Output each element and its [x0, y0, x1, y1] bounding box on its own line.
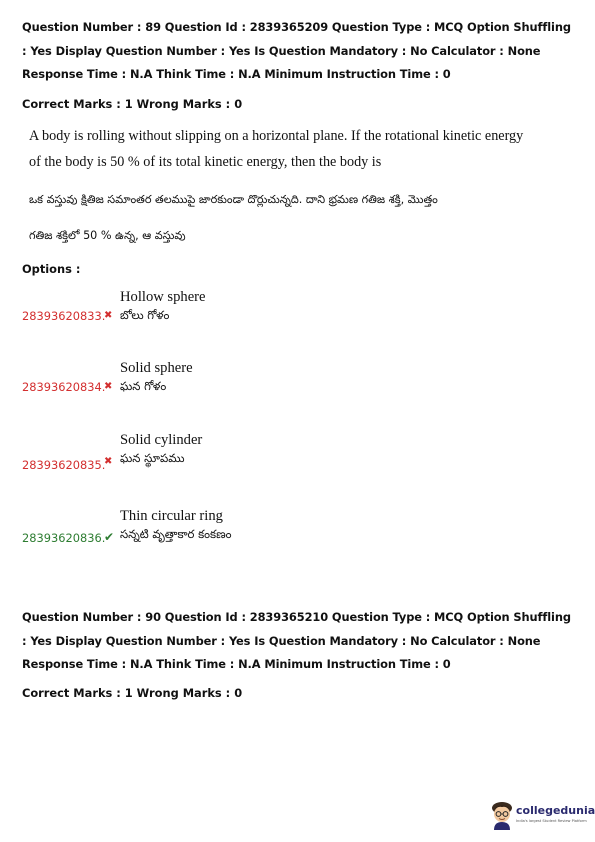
option-text-en: Hollow sphere — [120, 289, 206, 305]
option-id: 28393620834. — [22, 380, 106, 394]
question-89-meta: Question Number : 89 Question Id : 2839365209 Question Type : MCQ Option Shuffling : Yes Display Question Number : Yes Is Question Mandatory : No Calculator : None Response Time : N.A Think Time : N.A Minimum Instruction Time : 0 — [22, 20, 571, 81]
student-avatar-icon — [490, 800, 514, 830]
question-89-marks: Correct Marks : 1 Wrong Marks : 0 — [22, 97, 243, 111]
option-text-te: ఘన స్థూపము — [120, 451, 185, 465]
collegedunia-logo — [490, 800, 595, 832]
option-id: 28393620835. — [22, 458, 106, 472]
option-text-en: Solid sphere — [120, 360, 193, 376]
option-id: 28393620836. — [22, 531, 106, 545]
brand-name: collegedunia — [516, 804, 595, 817]
question-89-text-te-line2: గతిజ శక్తిలో 50 % ఉన్న, ఆ వస్తువు — [29, 229, 186, 242]
cross-icon: ✖ — [104, 456, 113, 467]
question-89-text-en-line2: of the body is 50 % of its total kinetic energy, then the body is — [29, 154, 382, 170]
option-id: 28393620833. — [22, 309, 106, 323]
option-text-en: Solid cylinder — [120, 432, 203, 448]
option-text-te: సన్నటి వృత్తాకార కంకణం — [120, 527, 232, 541]
cross-icon: ✖ — [104, 310, 113, 321]
cross-icon: ✖ — [104, 381, 113, 392]
option-text-te: బోలు గోళం — [120, 308, 170, 322]
options-label: Options : — [22, 262, 81, 276]
question-89-text-en-line1: A body is rolling without slipping on a horizontal plane. If the rotational kinetic energy — [29, 128, 524, 144]
check-icon: ✔ — [104, 530, 115, 544]
option-text-en: Thin circular ring — [120, 508, 223, 524]
brand-tagline: India's largest Student Review Platform — [516, 819, 587, 823]
option-text-te: ఘన గోళం — [120, 379, 167, 393]
question-90-meta: Question Number : 90 Question Id : 2839365210 Question Type : MCQ Option Shuffling : Yes Display Question Number : Yes Is Question Mandatory : No Calculator : None Response Time : N.A Think Time : N.A Minimum Instruction Time : 0 — [22, 610, 571, 671]
question-90-marks: Correct Marks : 1 Wrong Marks : 0 — [22, 686, 243, 700]
question-89-text-te-line1: ఒక వస్తువు క్షితిజ సమాంతర తలముపై జారకుండా దొర్లుచున్నది. దాని భ్రమణ గతిజ శక్తి, మొత్తం — [29, 193, 438, 206]
